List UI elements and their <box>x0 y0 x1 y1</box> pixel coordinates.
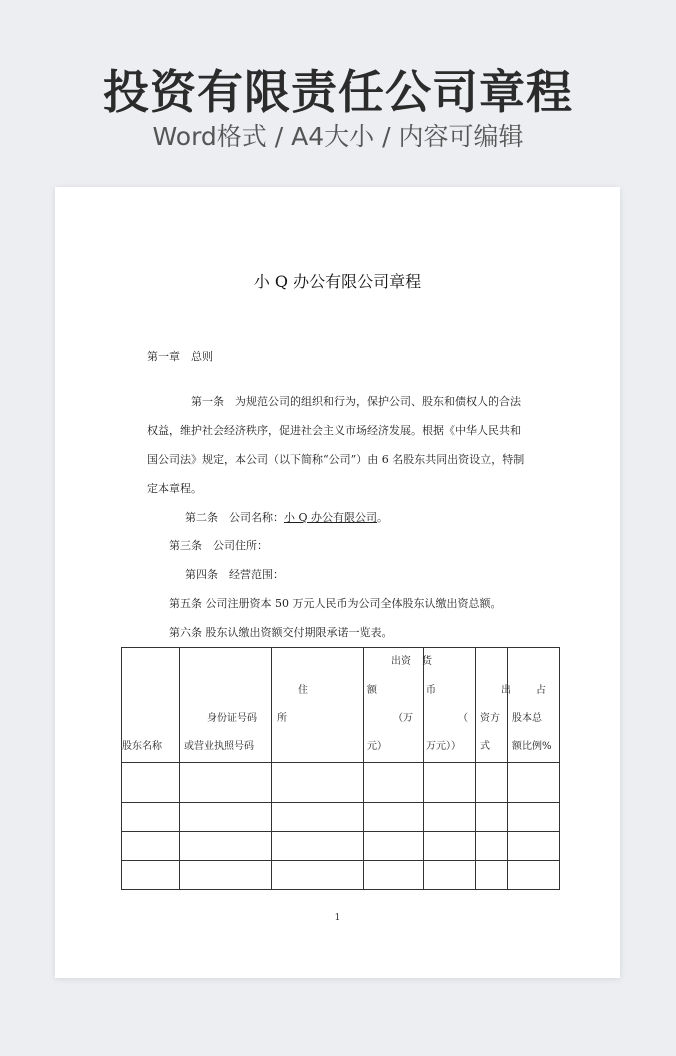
header-method-line2: 资方 <box>480 713 500 724</box>
article3: 第三条 公司住所： <box>169 539 268 552</box>
header-currency-line4: 万元）） <box>426 741 461 752</box>
article2-prefix: 第二条 公司名称： <box>185 511 284 524</box>
article1-line2: 权益，维护社会经济秩序，促进社会主义市场经济发展。根据《中华人民共和 <box>147 424 521 437</box>
article4: 第四条 经营范围： <box>185 568 284 581</box>
header-currency-line3: （ <box>458 713 468 724</box>
article5: 第五条 公司注册资本 50 万元人民币为公司全体股东认缴出资总额。 <box>169 597 502 610</box>
header-method-line3: 式 <box>480 741 490 752</box>
chapter-heading: 第一章 总则 <box>147 350 213 363</box>
header-capital-line4: 元） <box>367 741 387 752</box>
header-shareholder-name: 股东名称 <box>122 741 162 752</box>
header-capital-line1: 出资 <box>391 656 411 667</box>
banner-subtitle: Word格式 / A4大小 / 内容可编辑 <box>152 122 524 151</box>
article1-line3: 国公司法》规定，本公司（以下简称“公司”）由 6 名股东共同出资设立，特制 <box>147 453 525 466</box>
header-capital-line3: （万 <box>393 713 413 724</box>
header-address-line1: 住 <box>298 685 308 696</box>
header-capital-line2: 额 <box>367 685 377 696</box>
article2-suffix: 。 <box>377 511 389 524</box>
header-id-number-line1: 身份证号码 <box>207 713 257 724</box>
article6: 第六条 股东认缴出资额交付期限承诺一览表。 <box>169 626 393 639</box>
header-id-number-line2: 或营业执照号码 <box>184 741 254 752</box>
banner-title: 投资有限责任公司章程 <box>103 65 573 119</box>
header-method-line1: 出 <box>501 685 511 696</box>
header-ratio-line2: 股本总 <box>512 713 542 724</box>
contribution-table <box>121 647 560 890</box>
document-title: 小 Q 办公有限公司章程 <box>253 272 422 291</box>
document-page <box>55 187 620 978</box>
article1-line4: 定本章程。 <box>147 482 202 495</box>
page-number: 1 <box>334 913 341 923</box>
article1-line1: 第一条 为规范公司的组织和行为，保护公司、股东和债权人的合法 <box>191 395 521 408</box>
article2 <box>185 510 388 526</box>
header-currency-line1: 货 <box>422 656 432 667</box>
header-ratio-line3: 额比例% <box>512 741 552 752</box>
header-ratio-line1: 占 <box>536 685 546 696</box>
header-currency-line2: 币 <box>426 685 436 696</box>
header-address-line2: 所 <box>277 713 287 724</box>
company-name: 小 Q 办公有限公司 <box>284 511 378 524</box>
